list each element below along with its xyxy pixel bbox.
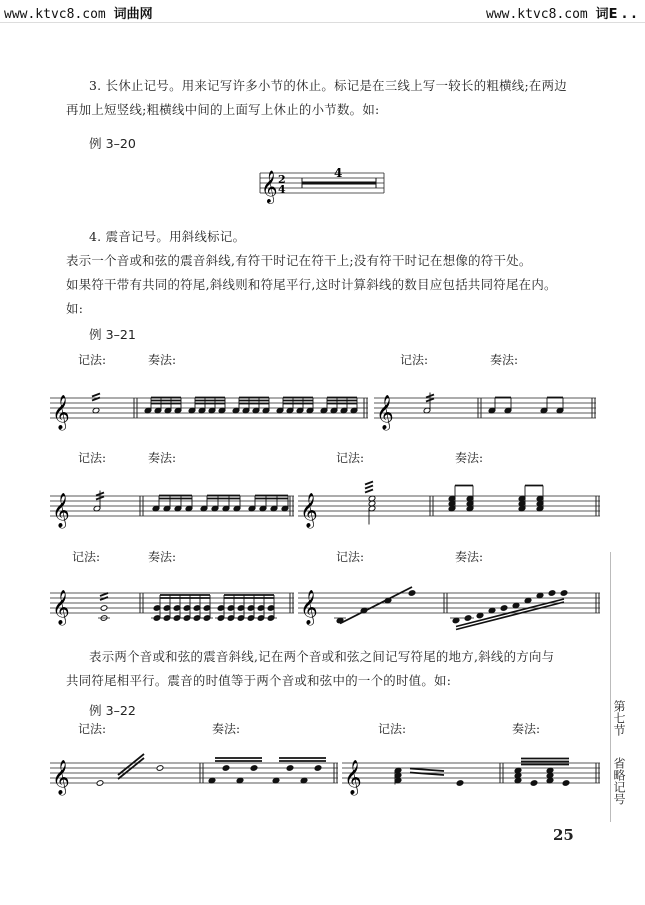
tremolo-slash — [92, 394, 100, 397]
treble-clef-icon: 𝄞 — [344, 760, 362, 795]
note-head — [96, 780, 104, 787]
top-divider — [0, 22, 645, 23]
tremolo-slash — [410, 769, 444, 772]
para-long-rest-1: 3. 长休止记号。用来记写许多小节的休止。标记是在三线上写一较长的粗横线;在两边 — [89, 78, 567, 93]
label-notation: 记法: — [400, 353, 429, 367]
para-tremolo-title: 4. 震音记号。用斜线标记。 — [89, 229, 246, 244]
treble-clef-icon: 𝄞 — [52, 395, 70, 430]
note-head — [500, 605, 508, 612]
note-head — [314, 765, 322, 772]
label-notation: 记法: — [336, 550, 365, 564]
label-notation: 记法: — [78, 722, 107, 736]
label-performance: 奏法: — [212, 722, 241, 736]
label-performance: 奏法: — [455, 550, 484, 564]
page-number: 25 — [553, 826, 574, 844]
label-performance: 奏法: — [148, 353, 177, 367]
tremolo-slash — [365, 482, 373, 485]
para-two-note-tremolo-2: 共同符尾相平行。震音的时值等于两个音或和弦中的一个的时值。如: — [66, 673, 452, 688]
treble-clef-icon: 𝄞 — [376, 395, 394, 430]
note-head — [530, 780, 538, 787]
note-head — [562, 780, 570, 787]
para-tremolo-3: 如: — [66, 301, 84, 316]
beam — [340, 587, 412, 624]
label-performance: 奏法: — [455, 451, 484, 465]
tremolo-slash — [100, 597, 108, 600]
score-3-22 — [0, 745, 645, 805]
time-signature-top: 2 — [278, 173, 286, 186]
time-signature-bottom: 4 — [278, 183, 286, 196]
note-head — [286, 765, 294, 772]
watermark-left: www.ktvc8.com 词曲网 — [4, 7, 153, 22]
score-3-21-row-3 — [0, 575, 645, 635]
note-head — [222, 765, 230, 772]
rest-count: 4 — [334, 166, 343, 180]
tremolo-slash — [118, 754, 144, 775]
note-head — [560, 590, 568, 597]
example-3-20-label: 例 3–20 — [89, 136, 136, 151]
label-notation: 记法: — [72, 550, 101, 564]
para-two-note-tremolo-1: 表示两个音或和弦的震音斜线,记在两个音或和弦之间记写符尾的地方,斜线的方向与 — [89, 649, 555, 664]
tremolo-slash — [118, 758, 144, 779]
score-3-20 — [258, 165, 388, 211]
note-head — [156, 765, 164, 772]
treble-clef-icon: 𝄞 — [261, 170, 278, 203]
para-long-rest-2: 再加上短竖线;粗横线中间的上面写上休止的小节数。如: — [66, 102, 380, 117]
note-head — [548, 590, 556, 597]
para-tremolo-2: 如果符干带有共同的符尾,斜线则和符尾平行,这时计算斜线的数目应包括共同符尾在内。 — [66, 277, 557, 292]
note-head — [456, 780, 464, 787]
score-3-21-row-1 — [0, 380, 645, 440]
note-head — [250, 765, 258, 772]
beam — [456, 602, 564, 630]
example-3-21-label: 例 3–21 — [89, 327, 136, 342]
watermark-right: www.ktvc8.com 词E . . — [486, 7, 637, 22]
label-notation: 记法: — [378, 722, 407, 736]
label-performance: 奏法: — [148, 550, 177, 564]
label-notation: 记法: — [78, 451, 107, 465]
treble-clef-icon: 𝄞 — [52, 760, 70, 795]
treble-clef-icon: 𝄞 — [52, 493, 70, 528]
label-performance: 奏法: — [148, 451, 177, 465]
tremolo-slash — [100, 593, 108, 596]
label-performance: 奏法: — [490, 353, 519, 367]
score-3-21-row-2 — [0, 478, 645, 538]
para-tremolo-1: 表示一个音或和弦的震音斜线,有符干时记在符干上;没有符干时记在想像的符干处。 — [66, 253, 532, 268]
tremolo-slash — [365, 490, 373, 493]
note-head — [408, 590, 416, 597]
treble-clef-icon: 𝄞 — [300, 590, 318, 625]
tremolo-slash — [365, 486, 373, 489]
treble-clef-icon: 𝄞 — [52, 590, 70, 625]
label-notation: 记法: — [78, 353, 107, 367]
label-performance: 奏法: — [512, 722, 541, 736]
label-notation: 记法: — [336, 451, 365, 465]
note-head — [100, 605, 108, 612]
example-3-22-label: 例 3–22 — [89, 703, 136, 718]
treble-clef-icon: 𝄞 — [300, 493, 318, 528]
side-section: 第七节 — [612, 700, 626, 736]
side-title: 省略记号 — [612, 757, 626, 805]
